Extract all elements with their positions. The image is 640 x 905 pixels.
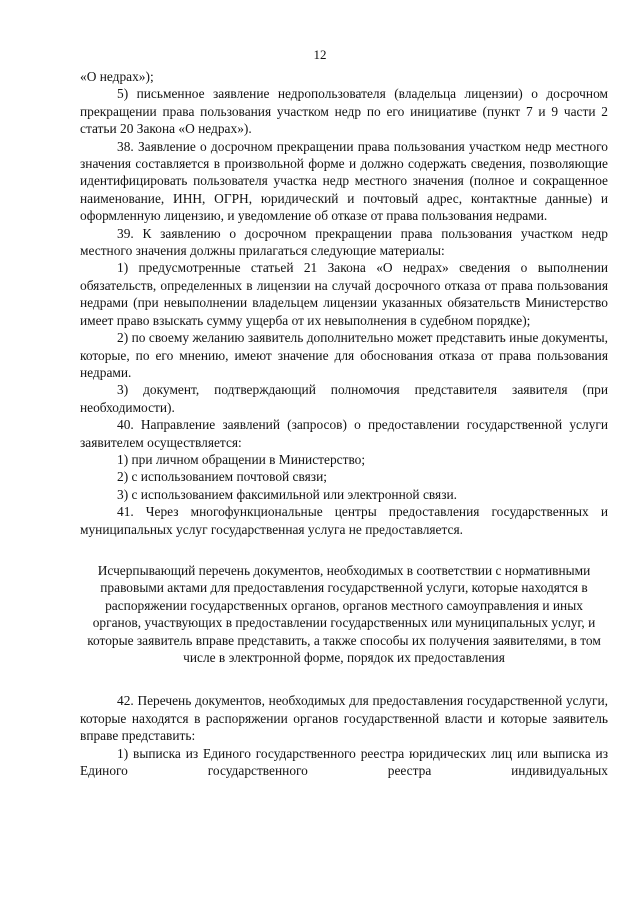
paragraph-40-item-2: 2) с использованием почтовой связи; — [117, 469, 327, 485]
paragraph-42: 42. Перечень документов, необходимых для предоставления государственной услуги, которые находятся в распоряжении органов государственной власти и которые заявитель вправе представить: — [80, 693, 608, 744]
paragraph-41: 41. Через многофункциональные центры предоставления государственных и муниципальных услуг государственная услуга не предоставляется. — [80, 504, 608, 537]
paragraph-42-item-1: 1) выписка из Единого государственного реестра юридических лиц или выписка из Единого государственного реестра индивидуальных — [80, 745, 608, 779]
paragraph-40-item-3: 3) с использованием факсимильной или электронной связи. — [117, 486, 457, 502]
page-number: 12 — [313, 47, 327, 62]
paragraph-law-reference-end: «О недрах»); — [80, 69, 154, 84]
paragraph-39-item-1: 1) предусмотренные статьей 21 Закона «О недрах» сведения о выполнении обязательств, определенных в лицензии на случай досрочного отказа от права пользования недрами (при невыполнении владельцем лицензии указанных обязательств Министерство имеет право взыскать сумму ущерба от их невыполнения в судебном порядке); — [80, 260, 608, 328]
paragraph-39-item-2: 2) по своему желанию заявитель дополнительно может представить иные документы, которые, по его мнению, имеют значение для обоснования отказа от права пользования недрами. — [80, 330, 608, 380]
paragraph-39-item-3: 3) документ, подтверждающий полномочия представителя заявителя (при необходимости). — [80, 382, 608, 415]
paragraph-40: 40. Направление заявлений (запросов) о предоставлении государственной услуги заявителем осуществляется: — [80, 417, 608, 450]
paragraph-38: 38. Заявление о досрочном прекращении права пользования участком недр местного значения составляется в произвольной форме и должно содержать сведения, позволяющие идентифицировать пользователя участка недр местного значения (полное и сокращенное наименование, ИНН, ОГРН, юридический и почтовый адрес, контактные данные) и оформленную лицензию, и уведомление об отказе от права пользования недрами. — [80, 138, 608, 224]
paragraph-40-item-1: 1) при личном обращении в Министерство; — [117, 451, 366, 467]
document-body — [80, 68, 608, 779]
section-heading: Исчерпывающий перечень документов, необходимых в соответствии с нормативными правовыми актами для предоставления государственной услуги, которые находятся в распоряжении государственных органов, органов местного самоуправления и иных органов, участвующих в предоставлении государственных или муниципальных услуг, и которые заявитель вправе представить, а также способы их получения заявителями, в том числе в электронной форме, порядок их предоставления — [87, 562, 601, 665]
paragraph-item-5: 5) письменное заявление недропользователя (владельца лицензии) о досрочном прекращении права пользования участком недр по его инициативе (пункт 7 и 9 части 2 статьи 20 Закона «О недрах»). — [80, 86, 608, 137]
paragraph-39: 39. К заявлению о досрочном прекращении права пользования участком недр местного значения должны прилагаться следующие материалы: — [80, 225, 608, 259]
